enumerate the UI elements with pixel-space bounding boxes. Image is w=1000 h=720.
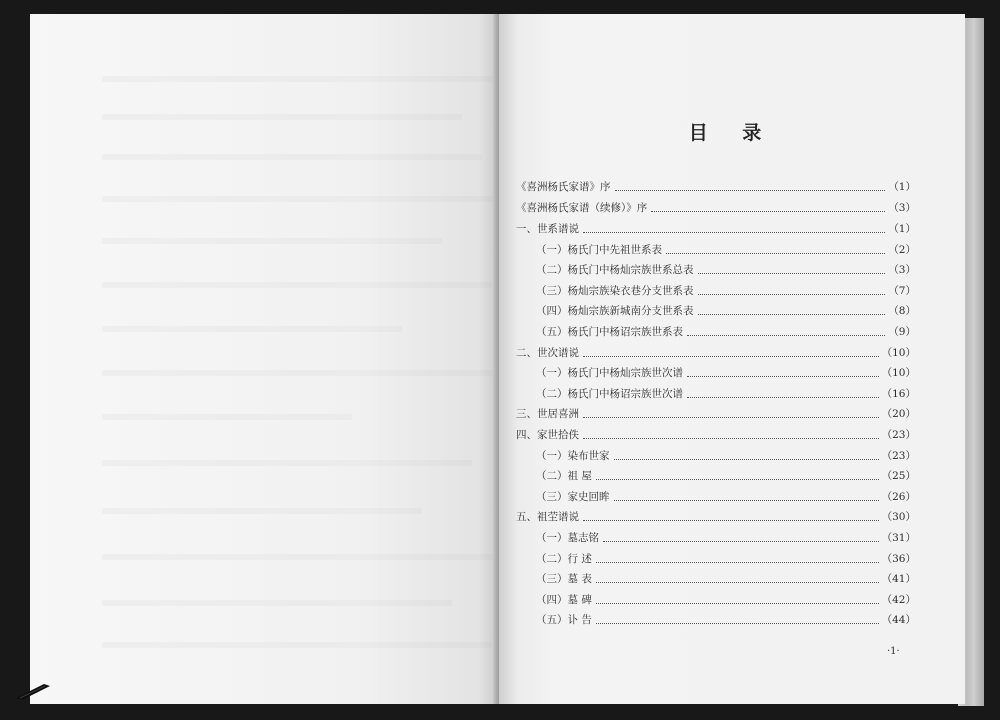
dot-leader: [698, 273, 886, 274]
toc-entry[interactable]: [516, 504, 916, 524]
bleed-through-line: [102, 196, 498, 202]
dot-leader: [614, 500, 879, 501]
toc-entry-label: （三）墓 表: [536, 573, 592, 585]
toc-subentry[interactable]: [536, 546, 916, 566]
toc-subentry[interactable]: [536, 360, 916, 380]
left-page: [30, 14, 498, 704]
toc-entry-label: （一）墓志铭: [536, 532, 599, 544]
toc-entry-page: （1）: [888, 181, 916, 193]
dot-leader: [615, 190, 886, 191]
toc-subentry[interactable]: [536, 566, 916, 586]
bleed-through-line: [102, 76, 498, 82]
toc-subentry[interactable]: [536, 587, 916, 607]
toc-entry-page: （10）: [881, 367, 916, 379]
toc-subentry[interactable]: [536, 257, 916, 277]
toc-entry-label: （二）杨氏门中杨诏宗族世次谱: [536, 388, 683, 400]
toc-entry-page: （2）: [888, 244, 916, 256]
bleed-through-line: [102, 460, 472, 466]
dot-leader: [596, 479, 879, 480]
toc-subentry[interactable]: [536, 463, 916, 483]
toc-entry[interactable]: [516, 174, 916, 194]
toc-entry-label: （三）家史回眸: [536, 491, 610, 503]
toc-subentry[interactable]: [536, 298, 916, 318]
toc-entry[interactable]: [516, 216, 916, 236]
bleed-through-line: [102, 554, 498, 560]
dot-leader: [698, 314, 886, 315]
dot-leader: [583, 356, 879, 357]
toc-entry-label: （四）杨灿宗族新城南分支世系表: [536, 305, 694, 317]
toc-entry-page: （20）: [881, 408, 916, 420]
toc-entry-page: （16）: [881, 388, 916, 400]
toc-entry-page: （31）: [881, 532, 916, 544]
toc-entry-label: （一）杨氏门中先祖世系表: [536, 244, 662, 256]
toc-entry-page: （9）: [888, 326, 916, 338]
toc-entry-label: （二）祖 屋: [536, 470, 592, 482]
dot-leader: [583, 417, 879, 418]
bleed-through-line: [102, 414, 352, 420]
dot-leader: [583, 232, 885, 233]
dot-leader: [698, 294, 886, 295]
bleed-through-line: [102, 238, 442, 244]
toc-entry[interactable]: [516, 422, 916, 442]
bleed-through-line: [102, 370, 498, 376]
toc-subentry[interactable]: [536, 278, 916, 298]
toc-entry-label: 三、世居喜洲: [516, 408, 579, 420]
toc-entry-label: （四）墓 碑: [536, 594, 592, 606]
toc-entry-page: （10）: [881, 347, 916, 359]
toc-entry-label: 《喜洲杨氏家谱》序: [516, 181, 611, 193]
toc-entry-label: 《喜洲杨氏家谱（续修）》序: [516, 202, 648, 214]
toc-entry-label: （一）杨氏门中杨灿宗族世次谱: [536, 367, 683, 379]
toc-entry-label: （三）杨灿宗族染衣巷分支世系表: [536, 285, 694, 297]
binder-clip-icon: [14, 680, 54, 700]
toc-entry-label: （一）染布世家: [536, 450, 610, 462]
toc-entry-page: （7）: [888, 285, 916, 297]
toc-entry-label: （五）讣 告: [536, 614, 592, 626]
toc-entry-page: （1）: [888, 223, 916, 235]
toc-entry-page: （26）: [881, 491, 916, 503]
toc-entry-label: 二、世次谱说: [516, 347, 579, 359]
toc-subentry[interactable]: [536, 525, 916, 545]
toc-entry-page: （23）: [881, 429, 916, 441]
toc-entry-label: （二）杨氏门中杨灿宗族世系总表: [536, 264, 694, 276]
dot-leader: [666, 253, 885, 254]
bleed-through-line: [102, 282, 492, 288]
toc-entry-page: （25）: [881, 470, 916, 482]
toc-entry[interactable]: [516, 195, 916, 215]
toc-entry-page: （30）: [881, 511, 916, 523]
bleed-through-line: [102, 642, 492, 648]
toc-entry-page: （3）: [888, 202, 916, 214]
bleed-through-line: [102, 326, 402, 332]
dot-leader: [596, 562, 879, 563]
dot-leader: [583, 438, 879, 439]
dot-leader: [596, 582, 879, 583]
toc-subentry[interactable]: [536, 237, 916, 257]
toc-subentry[interactable]: [536, 607, 916, 627]
bleed-through-line: [102, 508, 422, 514]
toc-entry-label: 五、祖茔谱说: [516, 511, 579, 523]
toc-entry-label: （二）行 述: [536, 553, 592, 565]
toc-entry[interactable]: [516, 340, 916, 360]
toc-entry-page: （44）: [881, 614, 916, 626]
dot-leader: [651, 211, 885, 212]
toc-subentry[interactable]: [536, 484, 916, 504]
dot-leader: [603, 541, 879, 542]
toc-entry-label: 一、世系谱说: [516, 223, 579, 235]
page-number: ·1·: [887, 646, 900, 657]
toc-entry-label: （五）杨氏门中杨诏宗族世系表: [536, 326, 683, 338]
toc-entry-page: （3）: [888, 264, 916, 276]
dot-leader: [583, 520, 879, 521]
toc-entry-page: （36）: [881, 553, 916, 565]
toc-subentry[interactable]: [536, 443, 916, 463]
dot-leader: [614, 459, 879, 460]
toc-subentry[interactable]: [536, 319, 916, 339]
dot-leader: [687, 335, 885, 336]
toc-entry-page: （42）: [881, 594, 916, 606]
toc-subentry[interactable]: [536, 381, 916, 401]
dot-leader: [596, 603, 879, 604]
toc-entry[interactable]: [516, 401, 916, 421]
toc-entry-label: 四、家世拾佚: [516, 429, 579, 441]
dot-leader: [687, 376, 879, 377]
right-page: [499, 14, 965, 704]
bleed-through-line: [102, 600, 452, 606]
dot-leader: [596, 623, 879, 624]
bleed-through-line: [102, 154, 482, 160]
dot-leader: [687, 397, 879, 398]
toc-entry-page: （8）: [888, 305, 916, 317]
bleed-through-line: [102, 114, 462, 120]
toc-entry-page: （41）: [881, 573, 916, 585]
toc-entry-page: （23）: [881, 450, 916, 462]
toc-title: 目 录: [688, 122, 776, 144]
